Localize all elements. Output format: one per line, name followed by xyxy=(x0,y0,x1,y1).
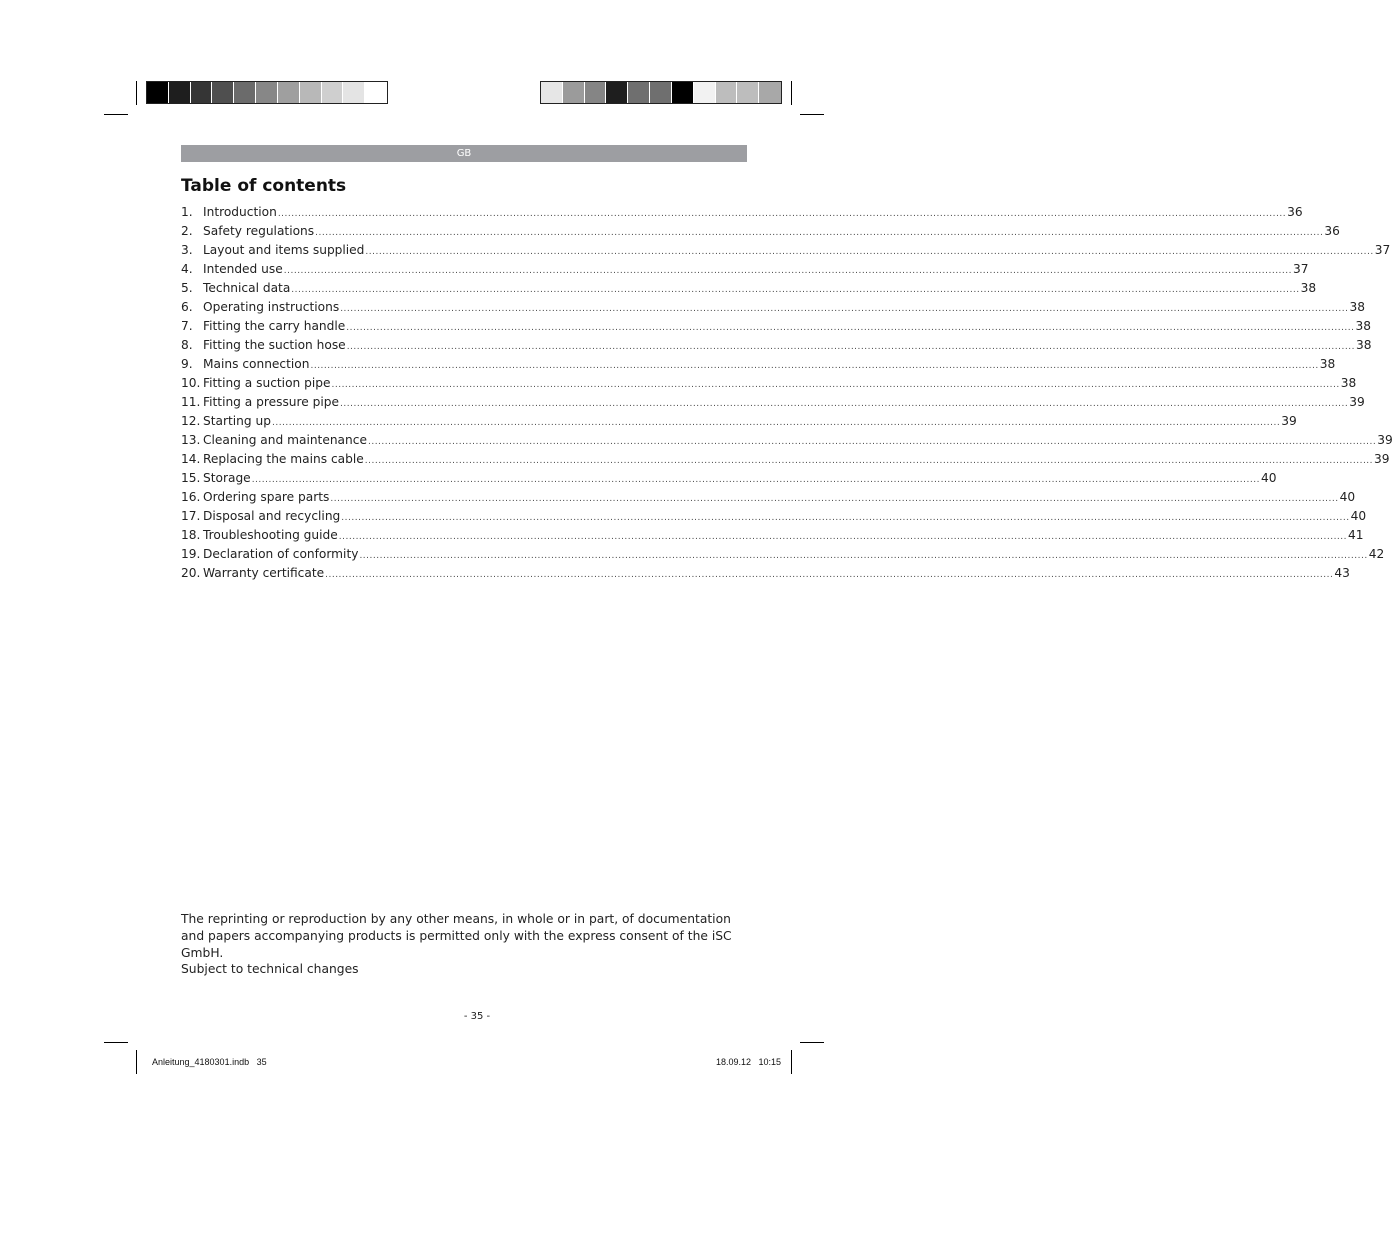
toc-entry-number: 8. xyxy=(181,338,193,352)
toc-entry-label: Cleaning and maintenance xyxy=(203,433,367,447)
toc-entry-page: 37 xyxy=(1293,262,1309,276)
toc-entry-page: 38 xyxy=(1340,376,1357,390)
toc-entry-number: 7. xyxy=(181,319,193,333)
toc-dot-leader: ............................................................................................................................................................................................................................................................................................................ xyxy=(359,551,1368,561)
color-bar-left-swatch xyxy=(191,82,213,103)
color-bar-right-swatch xyxy=(650,82,672,103)
crop-mark-top-left-v xyxy=(136,81,137,105)
toc-entry-page: 39 xyxy=(1377,433,1393,447)
toc-entry-label: Declaration of conformity xyxy=(203,547,359,561)
toc-entry-page: 38 xyxy=(1349,300,1365,314)
color-bar-right-swatch xyxy=(628,82,650,103)
toc-entry-page: 38 xyxy=(1319,357,1336,371)
toc-dot-leader: ............................................................................................................................................................................................................................................................................................................ xyxy=(340,304,1349,314)
toc-entry-number: 15. xyxy=(181,471,201,485)
technical-changes-note: Subject to technical changes xyxy=(181,962,359,976)
toc-entry xyxy=(181,243,1391,262)
toc-entry-number: 17. xyxy=(181,509,201,523)
color-bar-right-swatch xyxy=(585,82,607,103)
toc-entry-number: 2. xyxy=(181,224,193,238)
toc-entry-label: Disposal and recycling xyxy=(203,509,341,523)
color-bar-left-swatch xyxy=(256,82,278,103)
color-bar-left-swatch xyxy=(343,82,365,103)
toc-entry-page: 38 xyxy=(1355,319,1372,333)
toc-dot-leader: ............................................................................................................................................................................................................................................................................................................ xyxy=(365,247,1374,257)
color-bar-right-swatch xyxy=(716,82,738,103)
toc-entry-page: 36 xyxy=(1324,224,1340,238)
toc-entry-label: Intended use xyxy=(203,262,283,276)
toc-entry-label: Fitting a suction pipe xyxy=(203,376,331,390)
toc-entry-page: 40 xyxy=(1260,471,1277,485)
toc-entry-page: 38 xyxy=(1355,338,1372,352)
toc-entry xyxy=(181,338,1372,357)
toc-dot-leader: ............................................................................................................................................................................................................................................................................................................ xyxy=(340,399,1349,409)
toc-dot-leader: ............................................................................................................................................................................................................................................................................................................ xyxy=(277,209,1287,219)
toc-entry-page: 39 xyxy=(1349,395,1365,409)
toc-entry-number: 4. xyxy=(181,262,193,276)
toc-entry xyxy=(181,452,1390,471)
toc-entry-page: 39 xyxy=(1374,452,1390,466)
toc-entry xyxy=(181,319,1372,338)
toc-dot-leader: ............................................................................................................................................................................................................................................................................................................ xyxy=(283,266,1293,276)
crop-mark-bottom-left-h xyxy=(104,1042,128,1043)
language-header-band xyxy=(181,145,747,162)
toc-entry-label: Introduction xyxy=(203,205,277,219)
toc-entry xyxy=(181,376,1357,395)
toc-entry-number: 10. xyxy=(181,376,201,390)
reproduction-notice: The reprinting or reproduction by any other means, in whole or in part, of documentation and papers accompanying products is permitted only with the express consent of the iSC GmbH. xyxy=(181,912,732,960)
color-bar-right-swatch xyxy=(759,82,781,103)
toc-entry-number: 12. xyxy=(181,414,201,428)
color-bar-left xyxy=(146,81,388,104)
toc-dot-leader: ............................................................................................................................................................................................................................................................................................................ xyxy=(291,285,1300,295)
toc-dot-leader: ............................................................................................................................................................................................................................................................................................................ xyxy=(325,570,1334,580)
toc-entry xyxy=(181,281,1317,300)
toc-entry-number: 16. xyxy=(181,490,201,504)
toc-title: Table of contents xyxy=(181,176,347,196)
color-bar-right xyxy=(540,81,782,104)
toc-entry-number: 19. xyxy=(181,547,201,561)
toc-entry-label: Troubleshooting guide xyxy=(203,528,338,542)
toc-dot-leader: ............................................................................................................................................................................................................................................................................................................ xyxy=(310,361,1319,371)
toc-entry xyxy=(181,528,1364,547)
crop-mark-top-right-v xyxy=(791,81,792,105)
toc-dot-leader: ............................................................................................................................................................................................................................................................................................................ xyxy=(364,456,1374,466)
toc-list xyxy=(181,205,1393,585)
language-tag: GB xyxy=(456,148,472,159)
print-slug-file: Anleitung_4180301.indb 35 xyxy=(152,1057,267,1067)
toc-entry-label: Fitting the carry handle xyxy=(203,319,346,333)
toc-entry-number: 1. xyxy=(181,205,193,219)
toc-dot-leader: ............................................................................................................................................................................................................................................................................................................ xyxy=(341,513,1350,523)
toc-entry-number: 14. xyxy=(181,452,201,466)
color-bar-right-swatch xyxy=(606,82,628,103)
color-bar-right-swatch xyxy=(563,82,585,103)
toc-entry xyxy=(181,547,1385,566)
color-bar-left-swatch xyxy=(278,82,300,103)
toc-entry xyxy=(181,357,1336,376)
toc-entry-number: 3. xyxy=(181,243,193,257)
toc-entry-page: 42 xyxy=(1368,547,1385,561)
color-bar-left-swatch xyxy=(147,82,169,103)
toc-entry xyxy=(181,395,1365,414)
color-bar-right-swatch xyxy=(694,82,716,103)
crop-mark-top-left-h xyxy=(104,114,128,115)
toc-entry xyxy=(181,300,1365,319)
toc-entry-label: Operating instructions xyxy=(203,300,340,314)
toc-entry-label: Layout and items supplied xyxy=(203,243,365,257)
color-bar-left-swatch xyxy=(212,82,234,103)
crop-mark-bottom-right-h xyxy=(800,1042,824,1043)
toc-entry-number: 6. xyxy=(181,300,193,314)
color-bar-left-swatch xyxy=(300,82,322,103)
toc-entry-number: 20. xyxy=(181,566,201,580)
toc-entry xyxy=(181,490,1356,509)
toc-entry xyxy=(181,471,1277,490)
color-bar-right-swatch xyxy=(541,82,563,103)
toc-entry-label: Warranty certificate xyxy=(203,566,325,580)
toc-dot-leader: ............................................................................................................................................................................................................................................................................................................ xyxy=(367,437,1377,447)
toc-entry-page: 43 xyxy=(1334,566,1350,580)
toc-entry-page: 37 xyxy=(1374,243,1391,257)
toc-dot-leader: ............................................................................................................................................................................................................................................................................................................ xyxy=(271,418,1281,428)
crop-mark-bottom-right-v xyxy=(791,1050,792,1074)
toc-entry-number: 13. xyxy=(181,433,201,447)
toc-entry-page: 41 xyxy=(1348,528,1364,542)
toc-entry-page: 36 xyxy=(1287,205,1303,219)
crop-mark-top-right-h xyxy=(800,114,824,115)
toc-dot-leader: ............................................................................................................................................................................................................................................................................................................ xyxy=(331,380,1340,390)
toc-entry-label: Mains connection xyxy=(203,357,310,371)
toc-entry-page: 40 xyxy=(1339,490,1356,504)
color-bar-left-swatch xyxy=(234,82,256,103)
toc-entry-label: Replacing the mains cable xyxy=(203,452,364,466)
toc-entry-number: 5. xyxy=(181,281,193,295)
toc-entry xyxy=(181,509,1367,528)
toc-entry-label: Fitting the suction hose xyxy=(203,338,346,352)
toc-entry xyxy=(181,433,1393,452)
toc-entry-label: Storage xyxy=(203,471,251,485)
toc-dot-leader: ............................................................................................................................................................................................................................................................................................................ xyxy=(338,532,1348,542)
toc-dot-leader: ............................................................................................................................................................................................................................................................................................................ xyxy=(251,475,1260,485)
toc-entry-page: 39 xyxy=(1281,414,1297,428)
toc-entry-number: 9. xyxy=(181,357,193,371)
page-number: - 35 - xyxy=(463,1011,491,1022)
toc-entry-label: Technical data xyxy=(203,281,291,295)
toc-entry-label: Starting up xyxy=(203,414,271,428)
color-bar-left-swatch xyxy=(365,82,387,103)
color-bar-left-swatch xyxy=(322,82,344,103)
color-bar-right-swatch xyxy=(737,82,759,103)
toc-entry-label: Safety regulations xyxy=(203,224,315,238)
toc-entry xyxy=(181,262,1309,281)
color-bar-left-swatch xyxy=(169,82,191,103)
toc-entry xyxy=(181,566,1350,585)
toc-dot-leader: ............................................................................................................................................................................................................................................................................................................ xyxy=(330,494,1339,504)
toc-dot-leader: ............................................................................................................................................................................................................................................................................................................ xyxy=(346,323,1355,333)
toc-dot-leader: ............................................................................................................................................................................................................................................................................................................ xyxy=(346,342,1355,352)
toc-entry-page: 40 xyxy=(1350,509,1367,523)
crop-mark-bottom-left-v xyxy=(136,1050,137,1074)
toc-entry xyxy=(181,414,1297,433)
toc-entry-label: Ordering spare parts xyxy=(203,490,330,504)
toc-entry-page: 38 xyxy=(1300,281,1317,295)
toc-dot-leader: ............................................................................................................................................................................................................................................................................................................ xyxy=(315,228,1324,238)
print-slug-date: 18.09.12 10:15 xyxy=(716,1057,782,1067)
toc-entry-number: 11. xyxy=(181,395,201,409)
toc-entry xyxy=(181,224,1340,243)
toc-entry xyxy=(181,205,1303,224)
color-bar-right-swatch xyxy=(672,82,694,103)
toc-entry-number: 18. xyxy=(181,528,201,542)
toc-entry-label: Fitting a pressure pipe xyxy=(203,395,340,409)
